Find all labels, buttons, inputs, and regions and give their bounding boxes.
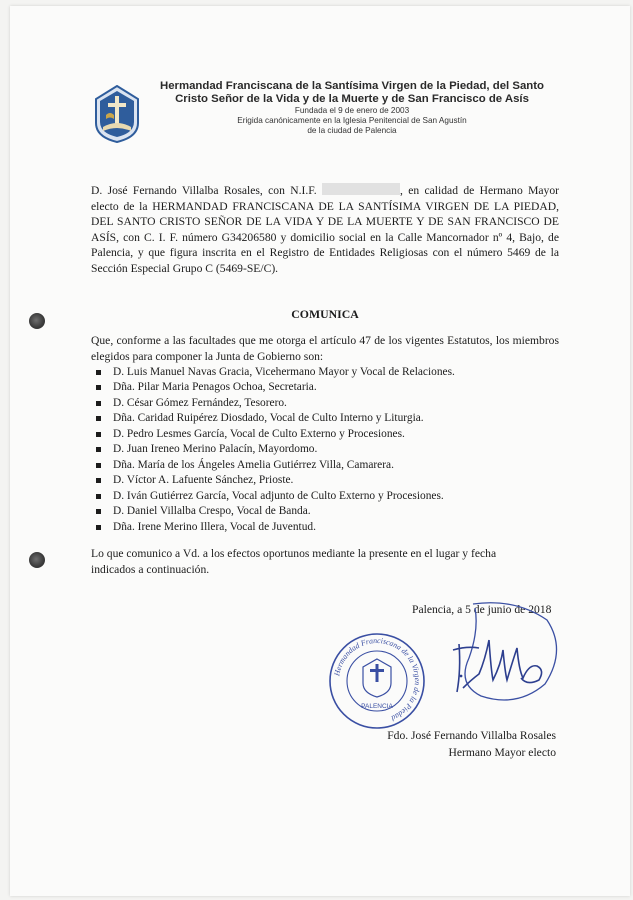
brotherhood-emblem (94, 85, 140, 143)
intro-text-rest: , en calidad de Hermano Mayor electo de la HERMANDAD FRANCISCANA DE LA SANTÍSIMA VIRGEN DE LA PIEDAD, DEL SANTO CRISTO SEÑOR DE LA VIDA Y DE LA MUERTE Y DE SAN FRANCISCO DE ASÍS, con C. I. F. número G34206580 y domicilio social en la Calle Mancornador nº 4, Bajo, de Palencia, y que figura inscrita en el Registro de Entidades Religiosas con el número 5469 de la Sección Especial Grupo C (5469-SE/C). (91, 184, 559, 275)
closing-paragraph: Lo que comunico a Vd. a los efectos oportunos mediante la presente en el lugar y fecha indicados a continuación. (91, 547, 497, 576)
statement-paragraph: Que, conforme a las facultades que me otorga el artículo 47 de los vigentes Estatutos, los miembros elegidos para componer la Junta de Gobierno son: (91, 334, 559, 363)
list-item: D. Pedro Lesmes García, Vocal de Culto Externo y Procesiones. (91, 427, 455, 442)
letterhead-title-2: Cristo Señor de la Vida y de la Muerte y de San Francisco de Asís (175, 93, 529, 105)
list-item: D. Luis Manuel Navas Gracia, Vicehermano Mayor y Vocal de Relaciones. (91, 365, 455, 380)
board-members-list (91, 365, 455, 535)
redacted-nif (322, 183, 400, 195)
signer-role: Hermano Mayor electo (448, 746, 556, 759)
punch-hole-top (29, 313, 45, 329)
list-item: D. Víctor A. Lafuente Sánchez, Prioste. (91, 473, 455, 488)
document-page (10, 6, 630, 896)
letterhead-title-1: Hermandad Franciscana de la Santísima Virgen de la Piedad, del Santo (159, 80, 545, 92)
list-item: Dña. María de los Ángeles Amelia Gutiérrez Villa, Camarera. (91, 458, 455, 473)
brotherhood-stamp (327, 631, 427, 731)
list-item: D. Daniel Villalba Crespo, Vocal de Banda. (91, 504, 455, 519)
letterhead-erected-1: Erigida canónicamente en la Iglesia Penitencial de San Agustín (237, 116, 467, 125)
intro-paragraph (91, 183, 559, 277)
stamp-city: PALENCIA (361, 703, 393, 710)
handwritten-signature (435, 600, 565, 710)
list-item: D. César Gómez Fernández, Tesorero. (91, 396, 455, 411)
letterhead (152, 80, 552, 136)
punch-hole-bottom (29, 552, 45, 568)
list-item: Dña. Irene Merino Illera, Vocal de Juventud. (91, 520, 455, 535)
intro-text-start: D. José Fernando Villalba Rosales, con N.I.F. (91, 184, 317, 197)
list-item: D. Juan Ireneo Merino Palacín, Mayordomo. (91, 442, 455, 457)
list-item: Dña. Caridad Ruipérez Diosdado, Vocal de Culto Interno y Liturgia. (91, 411, 455, 426)
list-item: Dña. Pilar Maria Penagos Ochoa, Secretaria. (91, 380, 455, 395)
letterhead-founded: Fundada el 9 de enero de 2003 (294, 106, 410, 115)
signed-by: Fdo. José Fernando Villalba Rosales (387, 729, 556, 742)
comunica-heading: COMUNICA (291, 307, 359, 321)
stamp-ring-text: Hermandad Franciscana de la Virgen de la Piedad (332, 635, 423, 723)
list-item: D. Iván Gutiérrez García, Vocal adjunto de Culto Externo y Procesiones. (91, 489, 455, 504)
letterhead-erected-2: de la ciudad de Palencia (307, 126, 397, 135)
place-and-date: Palencia, a 5 de junio de 2018 (412, 603, 552, 616)
